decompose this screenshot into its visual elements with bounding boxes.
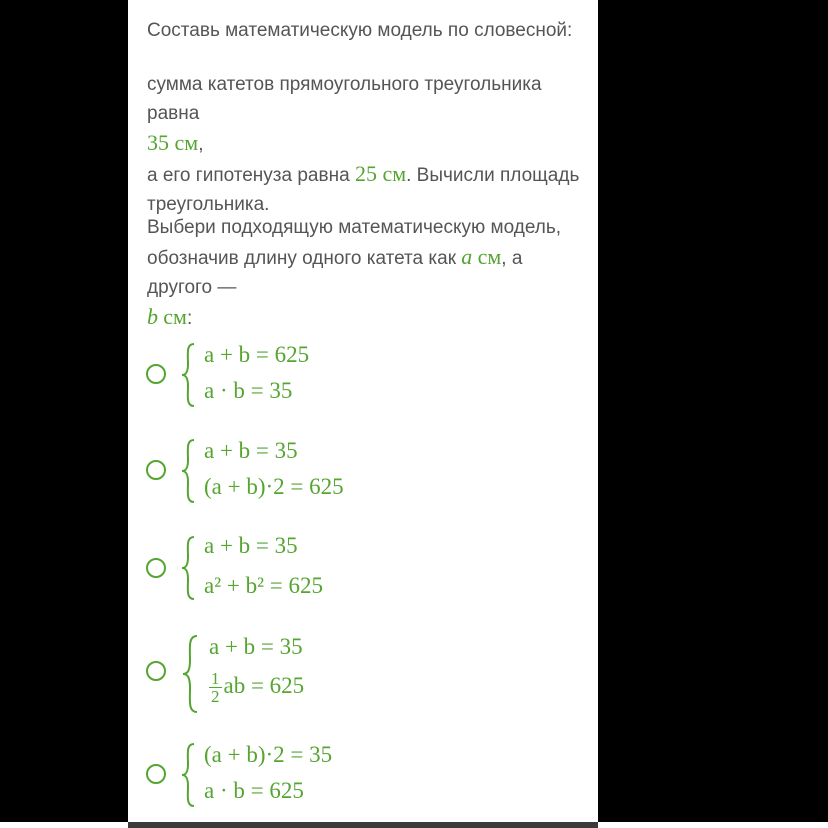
equation-line-1: a + b = 35 bbox=[204, 533, 298, 558]
equation-line-2 bbox=[209, 670, 304, 705]
equation-line-1: a + b = 35 bbox=[209, 634, 303, 659]
left-brace-icon bbox=[181, 742, 197, 808]
answer-option-5[interactable] bbox=[146, 740, 586, 810]
equation-rest: ab = 625 bbox=[223, 672, 305, 698]
bottom-border-segment bbox=[128, 822, 598, 828]
unit-cm-2: см bbox=[163, 304, 187, 329]
answer-option-4[interactable] bbox=[146, 632, 586, 716]
equation-line-2: a · b = 35 bbox=[204, 378, 293, 403]
condition-text-2: а его гипотенуза равна bbox=[147, 165, 350, 186]
left-brace-icon bbox=[182, 634, 200, 714]
var-a: a bbox=[461, 244, 473, 269]
radio-button[interactable] bbox=[146, 364, 166, 384]
equation-line-1: (a + b)·2 = 35 bbox=[204, 742, 333, 767]
equation-line-1: a + b = 625 bbox=[204, 342, 310, 367]
task-card bbox=[128, 0, 598, 822]
equation-line-2: a² + b² = 625 bbox=[204, 573, 323, 598]
condition-text-1: сумма катетов прямоугольного треугольника равна bbox=[147, 74, 542, 124]
instruction-text-1: Выбери подходящую математическую модель, обозначив длину одного катета как bbox=[147, 217, 562, 269]
task-intro: Составь математическую модель по словесной: bbox=[147, 20, 573, 41]
radio-button[interactable] bbox=[146, 661, 166, 681]
equation-line-2: (a + b)·2 = 625 bbox=[204, 474, 344, 499]
task-instruction bbox=[147, 213, 592, 333]
radio-button[interactable] bbox=[146, 558, 166, 578]
radio-button[interactable] bbox=[146, 460, 166, 480]
task-condition bbox=[147, 70, 592, 219]
instruction-text-2: , а другого — bbox=[147, 248, 523, 298]
fraction bbox=[209, 670, 222, 705]
equation-line-1: a + b = 35 bbox=[204, 438, 298, 463]
answer-option-3[interactable] bbox=[146, 531, 586, 601]
instruction-colon: : bbox=[186, 308, 193, 329]
equation-line-2: a · b = 625 bbox=[204, 778, 304, 803]
left-brace-icon bbox=[181, 438, 197, 504]
answer-option-2[interactable] bbox=[146, 436, 586, 506]
left-brace-icon bbox=[181, 535, 197, 601]
var-b: b bbox=[147, 304, 158, 329]
condition-text-3: . Вычисли площадь треугольника. bbox=[147, 165, 580, 215]
fraction-numerator: 1 bbox=[211, 669, 220, 688]
fraction-denominator: 2 bbox=[211, 687, 220, 706]
condition-comma: , bbox=[198, 134, 204, 155]
radio-button[interactable] bbox=[146, 764, 166, 784]
leg-sum-value: 35 см bbox=[147, 130, 199, 155]
left-brace-icon bbox=[181, 342, 197, 408]
unit-cm-1: см bbox=[477, 244, 502, 269]
bottom-border bbox=[0, 822, 828, 828]
answer-option-1[interactable] bbox=[146, 340, 586, 410]
hypotenuse-value: 25 см bbox=[354, 161, 407, 186]
